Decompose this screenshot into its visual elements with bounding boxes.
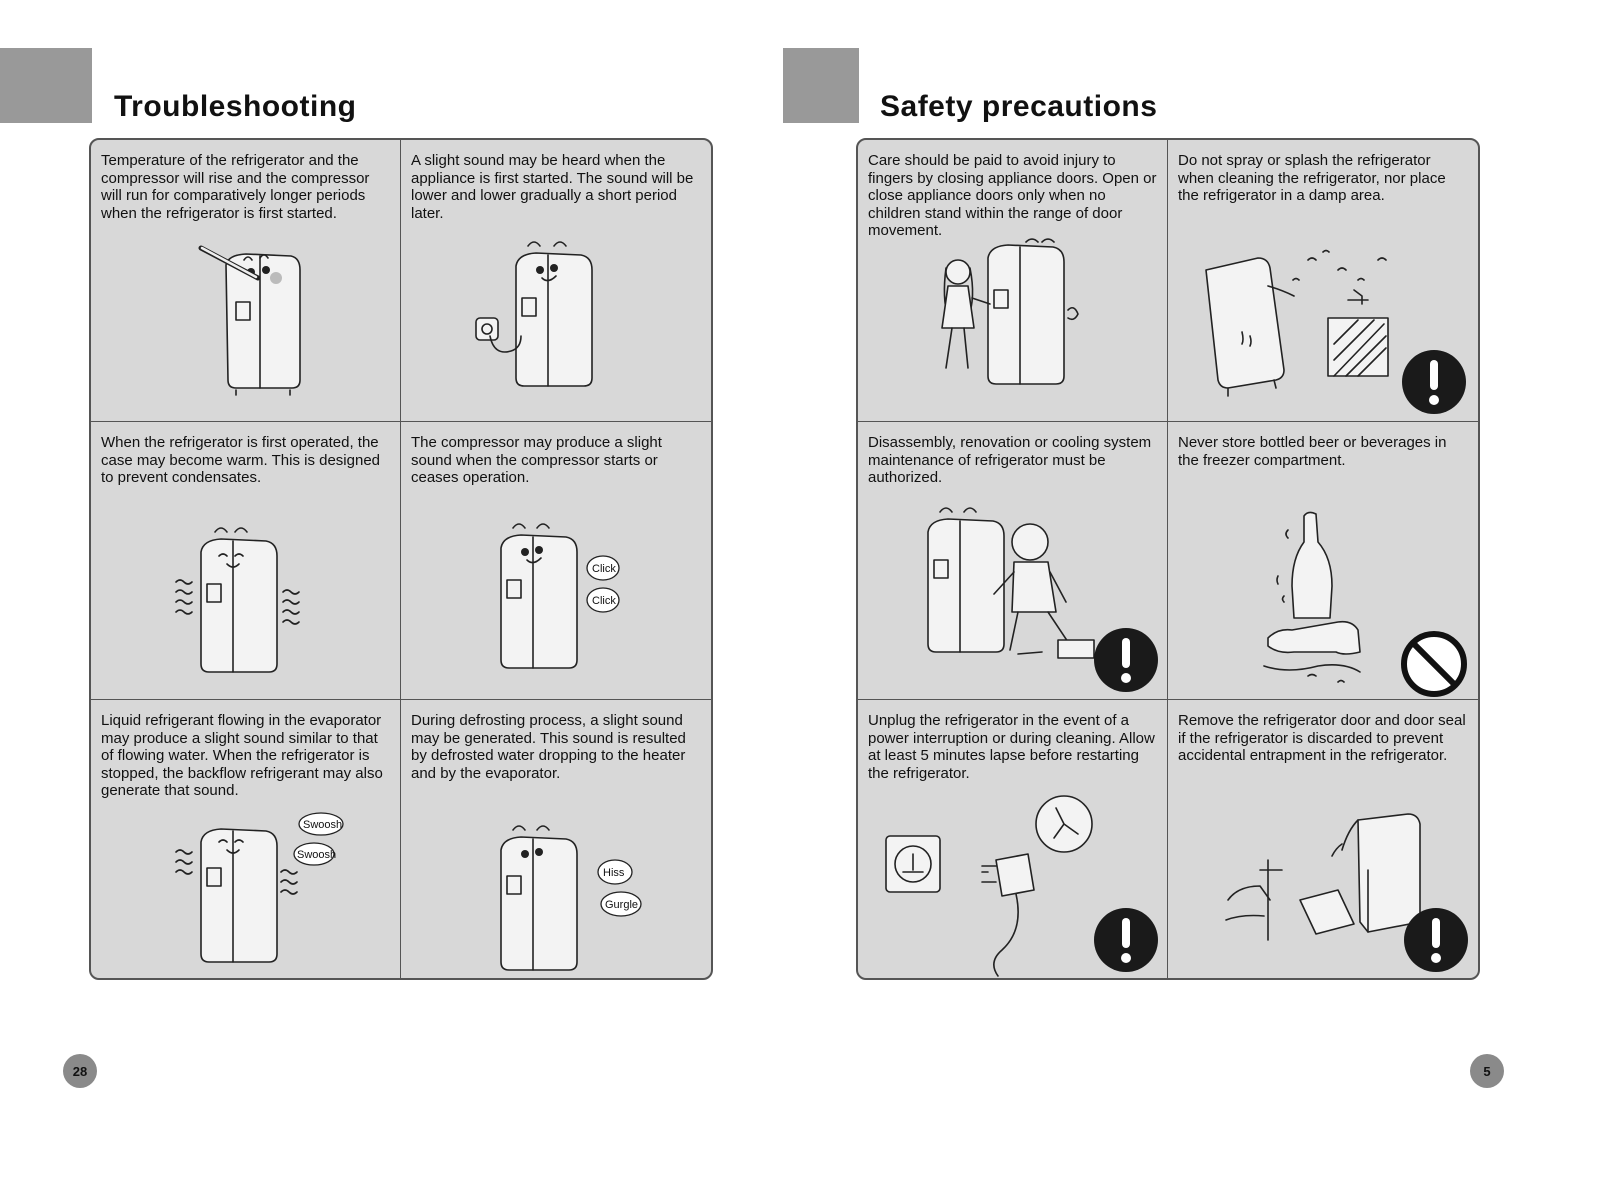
sound-label: Click: [592, 563, 616, 575]
broken-bottle-icon: [1248, 506, 1476, 698]
page-number-left: 28: [63, 1054, 97, 1088]
safety-cell-3: [858, 422, 1168, 700]
repair-fridge-icon: [918, 502, 1166, 698]
trouble-cell-4: [401, 422, 711, 700]
trouble-text-4: The compressor may produce a slight sound when the compressor starts or ceases operation.: [411, 434, 662, 486]
safety-cell-5: [858, 700, 1168, 978]
sound-label: Swoosh: [303, 819, 343, 831]
troubleshooting-grid: [89, 138, 713, 980]
page-title-troubleshooting: Troubleshooting: [114, 90, 357, 123]
hiss-fridge-icon: [491, 820, 651, 980]
sound-label: Swoosh: [297, 849, 337, 861]
plug-clock-icon: [878, 790, 1166, 978]
clicking-fridge-icon: [491, 518, 641, 678]
safety-text-3: Disassembly, renovation or cooling system maintenance of refrigerator must be authorized.: [868, 434, 1152, 486]
sound-label: Hiss: [603, 867, 625, 879]
safety-text-2: Do not spray or splash the refrigerator when cleaning the refrigerator, nor place the refrigerator in a damp area.: [1178, 152, 1446, 204]
safety-cell-6: [1168, 700, 1478, 978]
trouble-text-5: Liquid refrigerant flowing in the evaporator may produce a slight sound similar to that of flowing water. When the refrigerator is stopped, the backflow refrigerant may also generate that sound.: [101, 712, 383, 799]
warm-fridge-icon: [171, 522, 311, 682]
safety-text-1: Care should be paid to avoid injury to fingers by closing appliance doors. Open or close appliance doors only when no children stand within the range of door movement.: [868, 152, 1157, 239]
trouble-cell-5: [91, 700, 401, 978]
safety-grid: [856, 138, 1480, 980]
remove-door-icon: [1208, 790, 1476, 978]
trouble-cell-3: [91, 422, 401, 700]
safety-text-6: Remove the refrigerator door and door seal if the refrigerator is discarded to prevent accidental entrapment in the refrigerator.: [1178, 712, 1466, 764]
sound-label: Click: [592, 595, 616, 607]
safety-text-5: Unplug the refrigerator in the event of a power interruption or during cleaning. Allow at least 5 minutes lapse before restarting the refrigerator.: [868, 712, 1155, 782]
section-tab-right: [783, 48, 859, 123]
trouble-text-3: When the refrigerator is first operated, the case may become warm. This is designed to prevent condensates.: [101, 434, 381, 486]
safety-text-4: Never store bottled beer or beverages in the freezer compartment.: [1178, 434, 1447, 469]
page-title-safety: Safety precautions: [880, 90, 1158, 123]
splash-fridge-icon: [1198, 240, 1478, 420]
page-number-right: 5: [1470, 1054, 1504, 1088]
safety-cell-2: [1168, 140, 1478, 422]
trouble-text-2: A slight sound may be heard when the appliance is first started. The sound will be lower and lower gradually a short period later.: [411, 152, 694, 222]
safety-cell-4: [1168, 422, 1478, 700]
section-tab-left: [0, 48, 92, 123]
safety-cell-1: [858, 140, 1168, 422]
thermometer-fridge-icon: [196, 240, 316, 400]
child-door-icon: [928, 238, 1098, 398]
trouble-text-1: Temperature of the refrigerator and the compressor will rise and the compressor will run for comparatively longer periods when the refrigerator is first started.: [101, 152, 370, 222]
swoosh-fridge-icon: [171, 812, 371, 972]
trouble-cell-2: [401, 140, 711, 422]
trouble-cell-6: [401, 700, 711, 978]
trouble-text-6: During defrosting process, a slight sound may be generated. This sound is resulted by defrosted water dropping to the heater and by the evaporator.: [411, 712, 686, 782]
sound-label: Gurgle: [605, 899, 639, 911]
plugged-fridge-icon: [466, 236, 616, 396]
trouble-cell-1: [91, 140, 401, 422]
